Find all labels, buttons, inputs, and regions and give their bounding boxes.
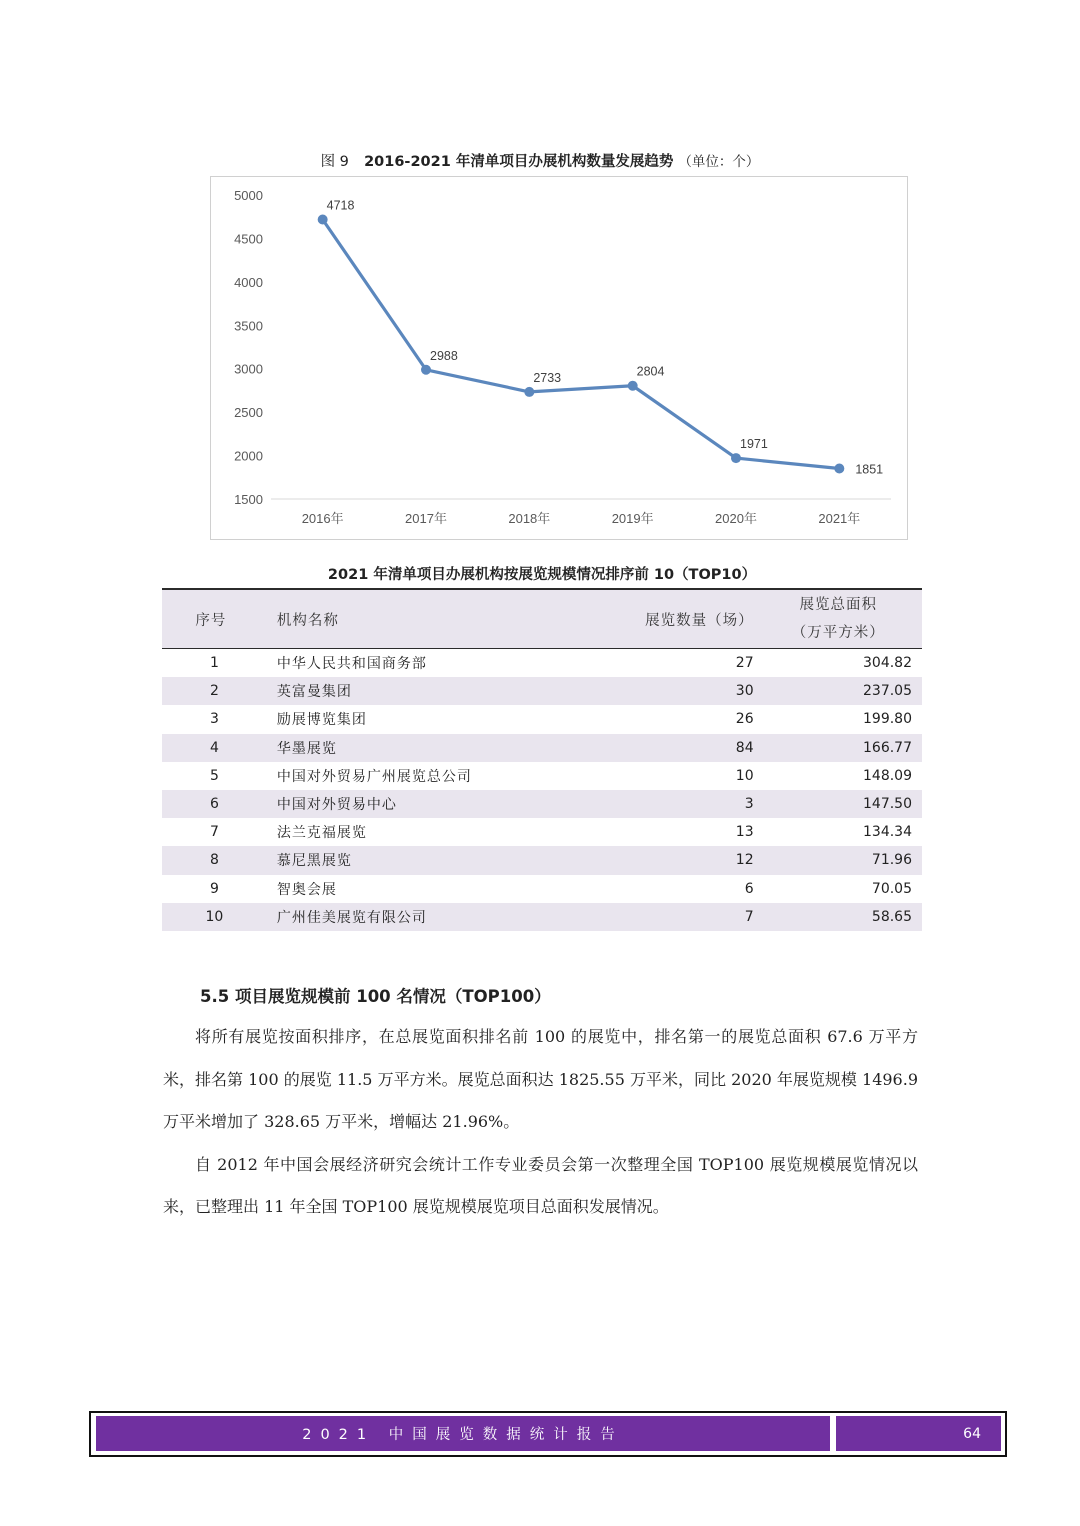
- data-label: 1971: [740, 437, 768, 452]
- figure-title: 2016-2021 年清单项目办展机构数量发展趋势: [364, 154, 674, 170]
- cell-area: 70.05: [871, 880, 912, 897]
- data-label: 2804: [636, 364, 665, 379]
- table-row: [162, 818, 922, 846]
- cell-area: 147.50: [863, 796, 912, 813]
- cell-no: 8: [209, 852, 219, 869]
- data-label: 2733: [533, 370, 562, 385]
- table-header-row: [162, 589, 922, 649]
- cell-no: 7: [209, 824, 219, 841]
- data-point: [421, 365, 431, 375]
- x-tick-label: 2018年: [508, 511, 551, 526]
- cell-count: 7: [744, 908, 754, 925]
- y-tick-label: 4000: [234, 274, 263, 290]
- cell-name: 中国对外贸易中心: [276, 797, 397, 814]
- cell-name: 中华人民共和国商务部: [276, 656, 427, 673]
- y-tick-label: 3000: [234, 361, 263, 377]
- table-row: [162, 762, 922, 790]
- cell-no: 1: [209, 655, 219, 672]
- data-point: [524, 387, 534, 397]
- cell-name: 英富曼集团: [276, 684, 352, 701]
- cell-area: 134.34: [863, 824, 912, 841]
- footer-title: 2021 中国展览数据统计报告: [96, 1416, 830, 1451]
- table-row: [162, 649, 922, 678]
- y-tick-label: 4500: [234, 231, 263, 247]
- cell-name: 慕尼黑展览: [276, 853, 352, 870]
- data-label: 1851: [855, 462, 884, 477]
- header-area-line2: （万平方米）: [791, 625, 885, 641]
- cell-area: 237.05: [863, 683, 912, 700]
- data-label: 2988: [430, 348, 458, 363]
- cell-no: 9: [209, 880, 219, 897]
- cell-count: 3: [744, 796, 754, 813]
- cell-no: 5: [209, 767, 219, 784]
- cell-count: 6: [744, 880, 754, 897]
- cell-count: 13: [735, 824, 754, 841]
- cell-area: 71.96: [871, 852, 912, 869]
- table-row: [162, 875, 922, 903]
- table-row: [162, 677, 922, 705]
- cell-name: 智奥会展: [276, 881, 337, 898]
- data-label: 4718: [326, 198, 355, 213]
- cell-name: 中国对外贸易广州展览总公司: [276, 768, 472, 785]
- cell-count: 10: [735, 767, 754, 784]
- header-area: [754, 589, 922, 649]
- cell-area: 304.82: [863, 655, 912, 672]
- figure-number: 图 9: [320, 154, 349, 170]
- cell-count: 84: [735, 739, 754, 756]
- cell-no: 3: [209, 711, 219, 728]
- paragraph-1: 将所有展览按面积排序，在总展览面积排名前 100 的展览中，排名第一的展览总面积 67.6 万平方米，排名第 100 的展览 11.5 万平方米。展览总面积达 1825.55 万平米，同比 2020 年展览规模 1496.9 万平米增加了 328.65 万平米，增幅达 21.96%。: [163, 1027, 918, 1131]
- cell-area: 199.80: [863, 711, 912, 728]
- cell-area: 58.65: [871, 908, 912, 925]
- header-name: 机构名称: [276, 612, 339, 629]
- cell-area: 148.09: [863, 767, 912, 784]
- page-number: 64: [836, 1416, 1001, 1451]
- cell-name: 广州佳美展览有限公司: [276, 909, 427, 926]
- line-chart: [210, 176, 908, 540]
- table-row: [162, 903, 922, 931]
- table-row: [162, 705, 922, 733]
- table-row: [162, 790, 922, 818]
- cell-name: 法兰克福展览: [276, 825, 367, 842]
- y-tick-label: 3500: [234, 318, 263, 334]
- y-tick-label: 1500: [234, 492, 263, 507]
- line-chart-svg: [211, 177, 909, 541]
- table-row: [162, 734, 922, 762]
- section-title: 5.5 项目展览规模前 100 名情况（TOP100）: [200, 987, 551, 1006]
- cell-area: 166.77: [863, 739, 912, 756]
- data-point: [628, 381, 638, 391]
- cell-count: 26: [735, 711, 754, 728]
- cell-name: 华墨展览: [276, 740, 337, 757]
- cell-count: 27: [735, 655, 754, 672]
- figure-unit: （单位：个）: [678, 154, 760, 170]
- x-tick-label: 2019年: [611, 511, 654, 526]
- table-body: [162, 649, 922, 931]
- x-tick-label: 2021年: [818, 511, 861, 526]
- y-tick-label: 2000: [234, 448, 263, 464]
- x-tick-label: 2016年: [301, 511, 344, 526]
- x-tick-label: 2020年: [715, 511, 757, 526]
- y-tick-label: 5000: [234, 188, 263, 203]
- table-title: 2021 年清单项目办展机构按展览规模情况排序前 10（TOP10）: [327, 567, 757, 583]
- cell-no: 10: [205, 908, 224, 925]
- cell-count: 12: [735, 852, 754, 869]
- data-point: [318, 214, 328, 224]
- section-body: [163, 1016, 918, 1229]
- cell-count: 30: [735, 683, 754, 700]
- header-area-line1: 展览总面积: [799, 597, 878, 613]
- data-point: [834, 464, 844, 474]
- cell-no: 4: [209, 739, 219, 756]
- header-count: 展览数量（场）: [645, 612, 754, 629]
- y-tick-label: 2500: [234, 405, 263, 421]
- cell-no: 2: [209, 683, 219, 700]
- paragraph-2: 自 2012 年中国会展经济研究会统计工作专业委员会第一次整理全国 TOP100 展览规模展览情况以来，已整理出 11 年全国 TOP100 展览规模展览项目总面积发展情况。: [163, 1154, 918, 1216]
- header-no: 序号: [195, 612, 227, 629]
- series-line: [323, 219, 840, 468]
- cell-name: 励展博览集团: [276, 712, 367, 729]
- table-row: [162, 846, 922, 874]
- x-tick-label: 2017年: [405, 511, 447, 526]
- table-header: [162, 589, 922, 649]
- data-point: [731, 453, 741, 463]
- cell-no: 6: [209, 796, 219, 813]
- ranking-table: [162, 588, 922, 931]
- figure-caption: [0, 150, 1080, 171]
